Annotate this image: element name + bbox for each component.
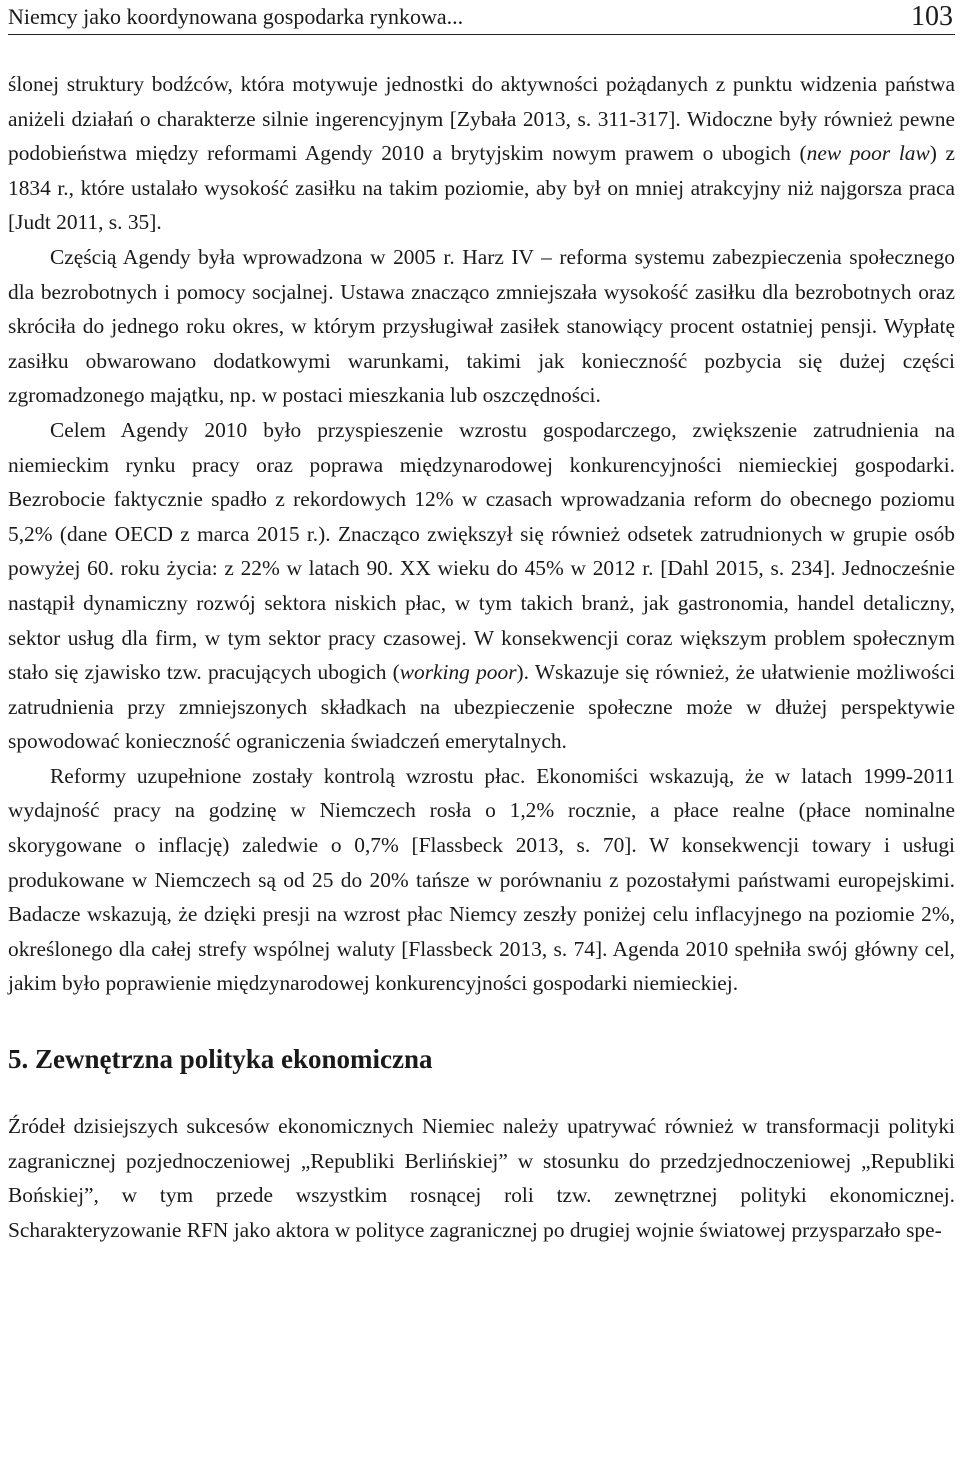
- section-heading: 5. Zewnętrzna polityka ekonomiczna: [8, 1044, 433, 1075]
- paragraph-text: ) z 1834 r., które ustalało wysokość zasiłku na takim poziomie, aby był on mniej atrakcyjny niż najgorsza praca [Judt 2011, s. 35].: [8, 141, 955, 235]
- running-header: [8, 1, 955, 34]
- paragraph-harz-iv: Częścią Agendy była wprowadzona w 2005 r. Harz IV – reforma systemu zabezpieczenia społecznego dla bezrobotnych i pomocy socjalnej. Ustawa znacząco zmniejszała wysokość zasiłku dla bezrobotnych oraz skróciła do jednego roku okres, w którym przysługiwał zasiłek stanowiący procent ostatniej pensji. Wypłatę zasiłku obwarowano dodatkowymi warunkami, takimi jak konieczność pozbycia się dużej części zgromadzonego majątku, np. w postaci mieszkania lub oszczędności.: [8, 244, 955, 408]
- body-text: [8, 67, 955, 1001]
- paragraph-text: Celem Agendy 2010 było przyspieszenie wzrostu gospodarczego, zwiększenie zatrudnienia na niemieckim rynku pracy oraz poprawa międzynarodowej konkurencyjności niemieckiej gospodarki. Bezrobocie faktycznie spadło z rekordowych 12% w czasach wprowadzania reform do obecnego poziomu 5,2% (dane OECD z marca 2015 r.). Znacząco zwiększył się również odsetek zatrudnionych w grupie osób powyżej 60. roku życia: z 22% w latach 90. XX wieku do 45% w 2012 r. [Dahl 2015, s. 234]. Jednocześnie nastąpił dynamiczny rozwój sektora niskich płac, w tym takich branż, jak gastronomia, handel detaliczny, sektor usług dla firm, w tym sektor pracy czasowej. W konsekwencji coraz większym problem społecznym stało się zjawisko tzw. pracujących ubogich (: [8, 417, 955, 685]
- paragraph-continuation: [8, 67, 955, 240]
- paragraph-section-intro: Źródeł dzisiejszych sukcesów ekonomicznych Niemiec należy upatrywać również w transformacji polityki zagranicznej pozjednoczeniowej „Republiki Berlińskiej” w stosunku do przedzjednoczeniowej „Republiki Bońskiej”, w tym przede wszystkim rosnącej roli tzw. zewnętrznej polityki ekonomicznej. Scharakteryzowanie RFN jako aktora w polityce zagranicznej po drugiej wojnie światowej przysparzało spe-: [8, 1114, 955, 1242]
- paragraph-text: ślonej struktury bodźców, która motywuje jednostki do aktywności pożądanych z punktu widzenia państwa aniżeli działań o charakterze silnie ingerencyjnym [Zybała 2013, s. 311-317]. Widoczne były również pewne podobieństwa między reformami Agendy 2010 a brytyjskim nowym prawem o ubogich (: [8, 72, 955, 166]
- page-number: 103: [911, 1, 953, 32]
- paragraph-wage-control: Reformy uzupełnione zostały kontrolą wzrostu płac. Ekonomiści wskazują, że w latach 1999-2011 wydajność pracy na godzinę w Niemczech rosła o 1,2% rocznie, a płace realne (płace nominalne skorygowane o inflację) zaledwie o 0,7% [Flassbeck 2013, s. 70]. W konsekwencji towary i usługi produkowane w Niemczech są od 25 do 20% tańsze w porównaniu z pozostałymi państwami europejskimi. Badacze wskazują, że dzięki presji na wzrost płac Niemcy zeszły poniżej celu inflacyjnego na poziomie 2%, określonego dla całej strefy wspólnej waluty [Flassbeck 2013, s. 74]. Agenda 2010 spełniła swój główny cel, jakim było poprawienie międzynarodowej konkurencyjności gospodarki niemieckiej.: [8, 763, 955, 996]
- paragraph-text: ). Wskazuje się również, że ułatwienie możliwości zatrudnienia przy zmniejszonych składkach na ubezpieczenie społeczne może w dłużej perspektywie spowodować konieczność ograniczenia świadczeń emerytalnych.: [8, 660, 956, 754]
- header-rule: [8, 34, 955, 35]
- running-header-title: Niemcy jako koordynowana gospodarka rynkowa...: [8, 4, 464, 29]
- italic-term: new poor law: [806, 141, 930, 166]
- book-page: [8, 0, 955, 1269]
- italic-term: working poor: [399, 660, 517, 685]
- section-body: [8, 1109, 955, 1247]
- paragraph-agenda-goals: [8, 413, 955, 759]
